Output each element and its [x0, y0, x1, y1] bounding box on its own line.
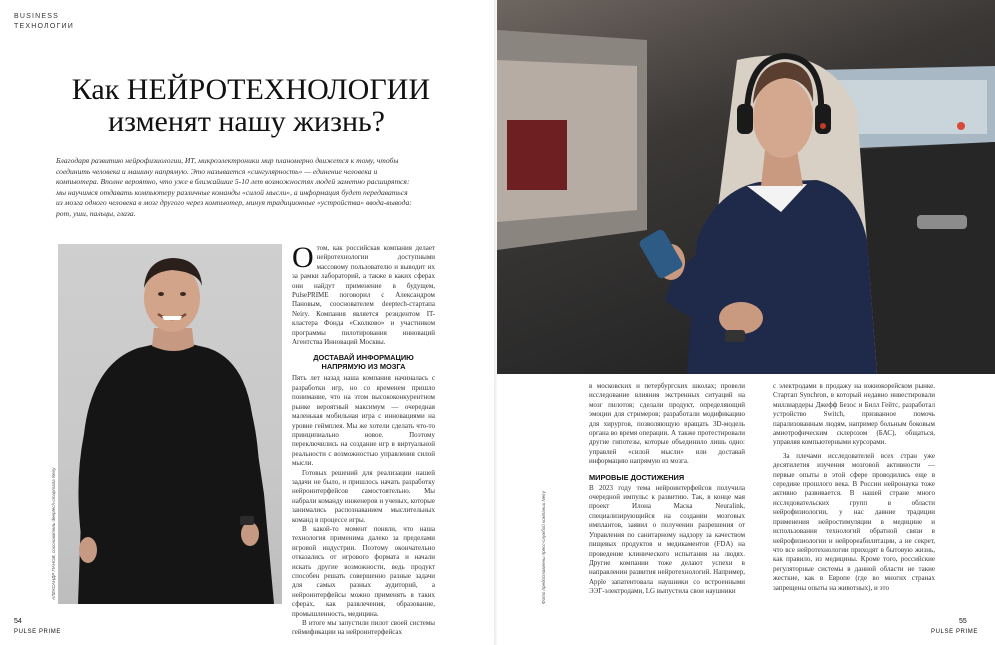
- subhead-get-info-line1: ДОСТАВАЙ ИНФОРМАЦИЮ: [313, 353, 414, 363]
- article-lead: Благодаря развитию нейрофизиологии, ИТ, микроэлектроники мир планомерно движется к тому, чтобы соединить человека и машину напрямую. Это называется «сингулярность» — единение человека и компьютера. Вполне вероятно, что уже в ближайшие 5-10 лет возможностях людей заметно расширятся: мы научимся отдавать компьютеру различные команды «силой мысли», а информация будет передаваться из мозга одного человека в мозг другого через компьютер, минуя традиционные «устройства» ввода-вывода: рот, уши, пальцы, глаза.: [56, 156, 412, 218]
- article-column-3: [589, 382, 745, 597]
- article-title-line1: Как НЕЙРОТЕХНОЛОГИИ: [71, 73, 430, 106]
- car-illustration: [497, 0, 995, 374]
- section-tag-line2: ТЕХНОЛОГИИ: [14, 23, 74, 30]
- article-intro-text: том, как российская компания делает нейротехнологии доступными массовому пользователю и выводит их за рамки лабораторий, а также в каких сферах они найдут применение в будущем, PulsePRIME поговорил с Александром Пановым, сооснователем deeptech-стартапа Neiry. Компания является резидентом IT-кластера Фонда «Сколково» и участником программы пилотирования инноваций Агентства Инноваций Москвы.: [292, 244, 435, 347]
- column-4-paragraph-1: с электродами в продажу на южнокорейском рынке. Стартап Synchron, в который недавно инвестировали миллиардеры Джефф Безос и Билл Гейтс, разработал устройство Switch, призванное помочь парализованным людям, например больным боковым амиотрофическим склерозом (БАС), общаться, управляя компьютерными курсорами.: [773, 382, 935, 447]
- article-column-4: [773, 382, 935, 593]
- portrait-illustration: [58, 244, 282, 604]
- article-column-2: [292, 241, 435, 638]
- magazine-name-left: PULSE PRIME: [14, 629, 61, 635]
- subhead-get-info-line2: НАПРЯМУЮ ИЗ МОЗГА: [321, 362, 406, 372]
- drop-cap: О: [292, 241, 314, 274]
- article-title-line2: изменят нашу жизнь?: [108, 105, 385, 138]
- paragraph-2: Готовых решений для реализации нашей задачи не было, и пришлось начать разработку нейроинтерфейсов самостоятельно. Мы набрали команду инженеров и ученых, которые занимались распознаванием мыслительных команд в процессе игры.: [292, 468, 435, 524]
- paragraph-4: В итоге мы запустили пилот своей системы геймификации на нейроинтерфейсах: [292, 619, 435, 637]
- section-tag: [14, 12, 74, 32]
- column-3-paragraph-1: в московских и петербургских школах; провели исследование влияния экстренных ситуаций на мозг пилотов; сделали продукт, определяющий эмоции для стримеров; разработали модификацию для хирургов, позволяющую вращать 3D-модель органа во время операции. А также протестировали другие гипотезы, которые объединило лишь одно: управлей «силой мысли» или доставай информацию напрямую из мозга.: [589, 382, 745, 466]
- section-tag-line1: BUSINESS: [14, 13, 59, 20]
- magazine-name-right: PULSE PRIME: [931, 629, 978, 635]
- column-3-paragraph-2: В 2023 году тема нейроинтерфейсов получила очередной импульс к развитию. Так, в конце мая проект Илона Маска Neuralink, специализирующийся на создании мозговых имплантов, заявил о получении разрешения от Управления по санитарному надзору за качеством пищевых продуктов и медикаментов (FDA) на проведение клинического испытания на людях. Другие компании тоже делают успехи в направлении развития нейротехнологий. Например, Apple запатентовала наушники со встроенными ЭЭГ-электродами, LG выпустила свои наушники: [589, 483, 745, 596]
- car-photo: [497, 0, 995, 374]
- article-title: [0, 74, 430, 138]
- page-number-right: 55: [959, 618, 967, 625]
- right-page: [497, 0, 995, 645]
- paragraph-1: Пять лет назад наша компания начиналась с разработки игр, но со временем пришло понимание, что на этом высококонкурентном рынке вероятный максимум — очередная маленькая мобильная игра с инновациями на уровне геймплея. Мы же хотели сделать что-то принципиально новое. Поэтому переключились на создание игр в виртуальной реальности с возможностью управления силой мысли.: [292, 374, 435, 468]
- paragraph-3: В какой-то момент поняли, что наша технология применима далеко за пределами игровой индустрии. Поэтому окончательно отказались от игрового формата и начали искать другие возможности, ведь продукт способен решать совершенно разные задачи для самых разных аудиторий, а нейроинтерфейсы можно применять в таких сферах, как развлечения, образование, промышленность, медицина.: [292, 524, 435, 618]
- car-photo-credit: Фото предоставлены пресс-службой компании Neiry: [541, 491, 546, 604]
- portrait-credit: АЛЕКСАНДР ПАНОВ, сооснователь deeptech-стартапа Neiry: [51, 467, 56, 600]
- article-intro: [292, 241, 435, 347]
- subhead-get-info: [292, 353, 435, 371]
- page-number-left: 54: [14, 618, 22, 625]
- subhead-world-achievements: МИРОВЫЕ ДОСТИЖЕНИЯ: [589, 472, 685, 482]
- portrait-photo: [58, 244, 282, 604]
- column-4-paragraph-2: За плечами исследователей всех стран уже десятилетия изучения мозговой активности — первые опыты в этой сфере проводились еще в середине прошлого века. В России нейронаука тоже активно развивается. В нашей стране много исследовательских групп в области нейрофизиологии, у нас давние традиции применения нейростимуляции в медицине и использования технологий обратной связи в нейрофизиологии и нейрореабилитации, а не секрет, что все нейротехнологии приходят в бытовую жизнь, как правило, из медицины. Кроме того, российские регуляторные системы в данной области не такие жесткие, как в Европе (где во многих странах запрещены опыты на животных), и это: [773, 451, 935, 592]
- left-page: [0, 0, 495, 645]
